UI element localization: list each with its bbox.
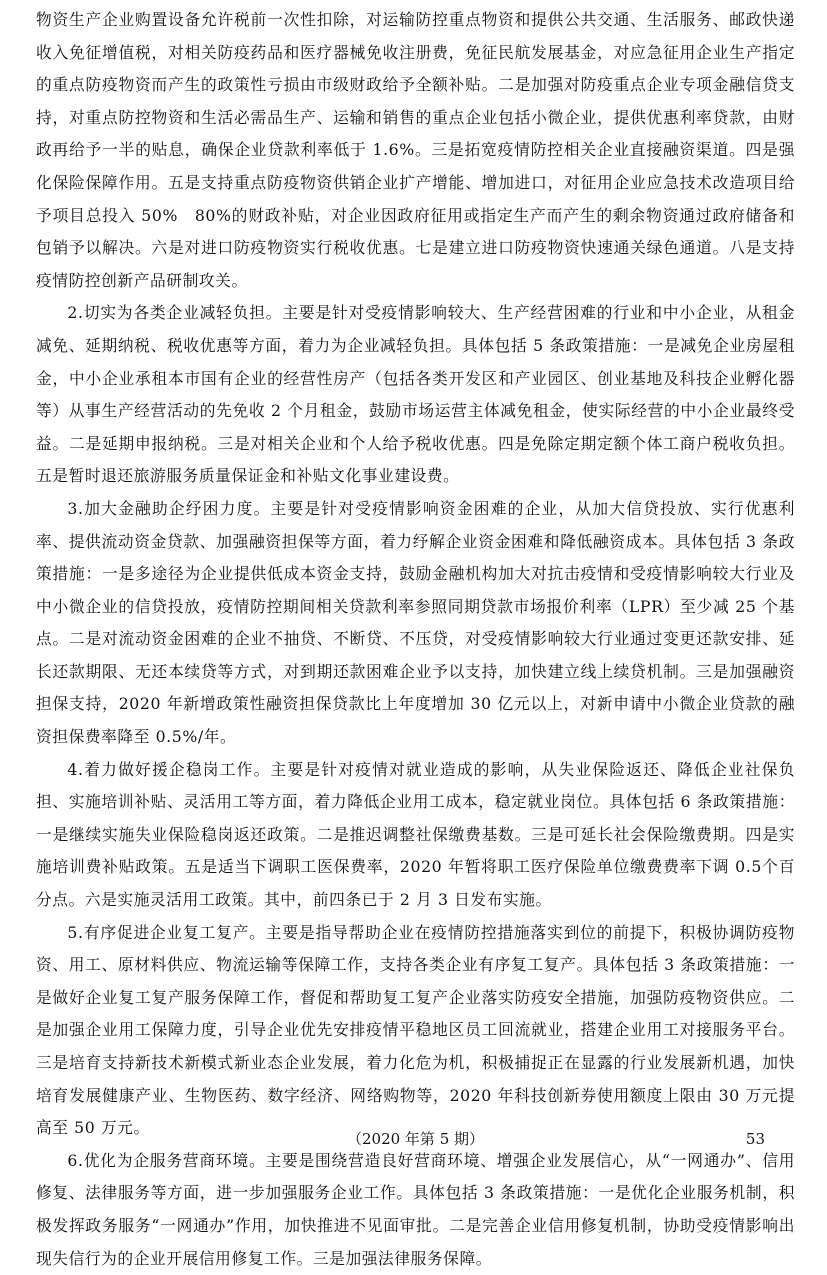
page-footer: [36, 1128, 795, 1150]
article-body: [36, 4, 795, 1275]
paragraph-financial-support: 3.加大金融助企纾困力度。主要是针对受疫情影响资金困难的企业，从加大信贷投放、实行优惠利率、提供流动资金贷款、加强融资担保等方面，着力纾解企业资金困难和降低融资成本。具体包括 3 条政策措施：一是多途径为企业提供低成本资金支持，鼓励金融机构加大对抗击疫情和受疫情影响较大行业及中小微企业的信贷投放，疫情防控期间相关贷款利率参照同期贷款市场报价利率（LPR）至少减 25 个基点。二是对流动资金困难的企业不抽贷、不断贷、不压贷，对受疫情影响较大行业通过变更还款安排、延长还款期限、无还本续贷等方式，对到期还款困难企业予以支持，加快建立线上续贷机制。三是加强融资担保支持，2020 年新增政策性融资担保贷款比上年度增加 30 亿元以上，对新申请中小微企业贷款的融资担保费率降至 0.5%/年。: [36, 498, 795, 747]
issue-label: （2020 年第 5 期）: [346, 1130, 485, 1148]
paragraph-employment-stabilization: 4.着力做好援企稳岗工作。主要是针对疫情对就业造成的影响，从失业保险返还、降低企业社保负担、实施培训补贴、灵活用工等方面，着力降低企业用工成本，稳定就业岗位。具体包括 6 条政策措施：一是继续实施失业保险稳岗返还政策。二是推迟调整社保缴费基数。三是可延长社会保险缴费期。四是实施培训费补贴政策。五是适当下调职工医保费率，2020 年暂将职工医疗保险单位缴费费率下调 0.5个百分点。六是实施灵活用工政策。其中，前四条已于 2 月 3 日发布实施。: [36, 759, 795, 910]
paragraph-reduce-burden: 2.切实为各类企业减轻负担。主要是针对受疫情影响较大、生产经营困难的行业和中小企业，从租金减免、延期纳税、税收优惠等方面，着力为企业减轻负担。具体包括 5 条政策措施：一是减免企业房屋租金，中小企业承租本市国有企业的经营性房产（包括各类开发区和产业园区、创业基地及科技企业孵化器等）从事生产经营活动的先免收 2 个月租金，鼓励市场运营主体减免租金，使实际经营的中小企业最终受益。二是延期申报纳税。三是对相关企业和个人给予税收优惠。四是免除定期定额个体工商户税收负担。五是暂时退还旅游服务质量保证金和补贴文化事业建设费。: [36, 303, 795, 486]
paragraph-business-environment: 6.优化为企服务营商环境。主要是围绕营造良好营商环境、增强企业发展信心，从“一网通办”、信用修复、法律服务等方面，进一步加强服务企业工作。具体包括 3 条政策措施：一是优化企业服务机制，积极发挥政务服务“一网通办”作用，加快推进不见面审批。二是完善企业信用修复机制，协助受疫情影响出现失信行为的企业开展信用修复工作。三是加强法律服务保障。: [36, 1150, 795, 1268]
paragraph-continuation: 物资生产企业购置设备允许税前一次性扣除，对运输防控重点物资和提供公共交通、生活服务、邮政快递收入免征增值税，对相关防疫药品和医疗器械免收注册费，免征民航发展基金，对应急征用企业生产指定的重点防疫物资而产生的政策性亏损由市级财政给予全额补贴。二是加强对防疫重点企业专项金融信贷支持，对重点防控物资和生活必需品生产、运输和销售的重点企业包括小微企业，提供优惠利率贷款，由财政再给予一半的贴息，确保企业贷款利率低于 1.6%。三是拓宽疫情防控相关企业直接融资渠道。四是强化保险保障作用。五是支持重点防疫物资供销企业扩产增能、增加进口，对征用企业应急技术改造项目给予项目总投入 50% 80%的财政补贴，对企业因政府征用或指定生产而产生的剩余物资通过政府储备和包销予以解决。六是对进口防疫物资实行税收优惠。七是建立进口防疫物资快速通关绿色通道。八是支持疫情防控创新产品研制攻关。: [36, 10, 795, 290]
paragraph-resume-production: 5.有序促进企业复工复产。主要是指导帮助企业在疫情防控措施落实到位的前提下，积极协调防疫物资、用工、原材料供应、物流运输等保障工作，支持各类企业有序复工复产。具体包括 3 条政策措施：一是做好企业复工复产服务保障工作，督促和帮助复工复产企业落实防疫安全措施，加强防疫物资供应。二是加强企业用工保障力度，引导企业优先安排疫情平稳地区员工回流就业，搭建企业用工对接服务平台。三是培育支持新技术新模式新业态企业发展，着力化危为机，积极捕捉正在显露的行业发展新机遇，加快培育发展健康产业、生物医药、数字经济、网络购物等，2020 年科技创新券使用额度上限由 30 万元提高至 50 万元。: [36, 922, 795, 1138]
page-number: 53: [745, 1130, 765, 1148]
